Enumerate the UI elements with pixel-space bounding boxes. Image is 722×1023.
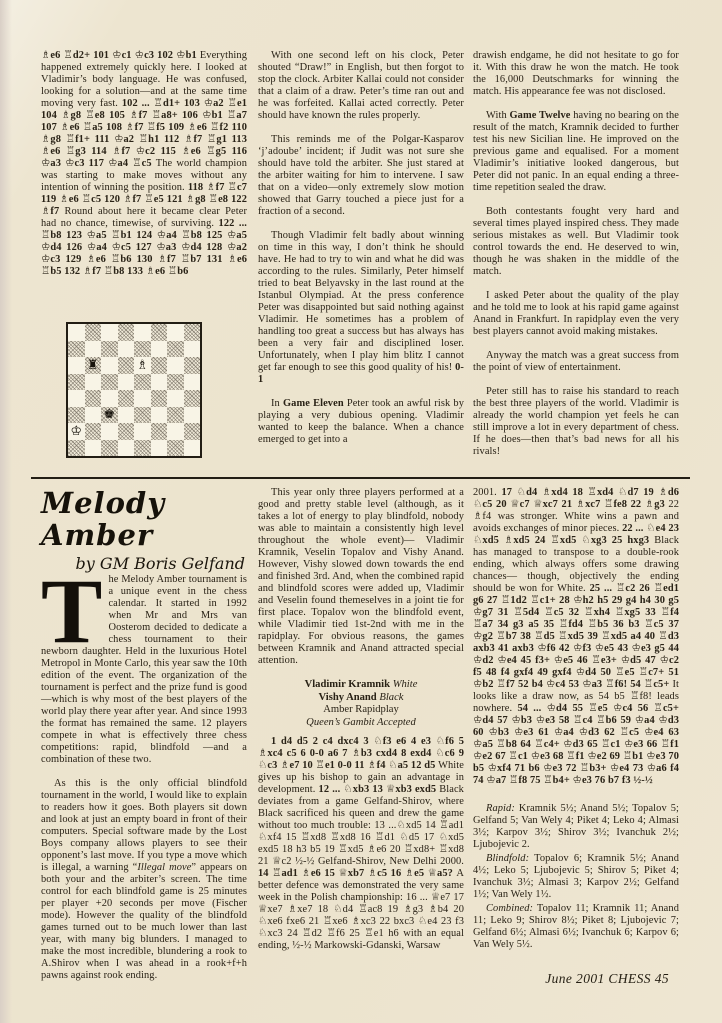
- square-c1: [101, 440, 118, 457]
- article-title: Melody Amber: [41, 486, 166, 552]
- square-b2: [85, 423, 102, 440]
- square-c6: [101, 357, 118, 374]
- black-label: Black: [379, 691, 404, 703]
- chess-board: [66, 322, 202, 458]
- square-h6: [184, 357, 201, 374]
- square-h5: [184, 374, 201, 391]
- paragraph-quality-of-play: I asked Peter about the quality of the play and he told me to look at his rapid game against Anand in Frankfurt. In rapidplay even the very best players cannot avoid making mistakes.: [473, 290, 679, 337]
- paragraph-great-success: Anyway the match was a great success from the point of view of entertainment.: [473, 350, 679, 373]
- square-g1: [167, 440, 184, 457]
- square-f7: [151, 341, 168, 358]
- article-byline: by GM Boris Gelfand: [75, 554, 245, 573]
- square-b4: [85, 390, 102, 407]
- square-b6: [85, 357, 102, 374]
- square-f5: [151, 374, 168, 391]
- square-c2: [101, 423, 118, 440]
- game-moves-part1: 1 d4 d5 2 c4 dxc4 3 ♘f3 e6 4 e3 ♘f6 5 ♗xc4 c5 6 0-0 a6 7 ♗b3 cxd4 8 exd4 ♘c6 9 ♘c3 ♗e7 10 ♖e1 0-0 11 ♗f4 ♘a5 12 d5 White gives up his bishop to gain an advantage in development. 12 ... ♘xb3 13 ♕xb3 exd5 Black deviates from a game Gelfand-Shirov, where Black sacrificed his queen and drew the game without too much trouble: 13 ...♘xd5 14 ♖ad1 ♘xf4 15 ♖xd8 ♖xd8 16 ♖d1 ♘d5 17 ♘xd5 exd5 18 h3 b5 19 ♖xd5 ♗e6 20 ♖xd8+ ♖xd8 21 ♕c2 ½-½ Gelfand-Shirov, New Delhi 2000. 14 ♖ad1 ♗e6 15 ♕xb7 ♗c5 16 ♗e5 ♕a5? A better defence was demonstrated the very same week in the Polish championship: 16 ... ♕e7 17 ♕xe7 ♗xe7 18 ♘d4 ♖ac8 19 ♗g3 ♗b4 20 ♘xe6 fxe6 21 ♖xe6 ♗xc3 22 bxc3 ♘e4 23 f3 ♘xc3 24 ♖d2 ♖f6 25 ♖e1 h6 with an equal ending, ½-½ Markowski-Gdanski, Warsaw: [258, 736, 464, 952]
- square-a2: [68, 423, 85, 440]
- game-event: Amber Rapidplay: [323, 704, 399, 716]
- game-header: [258, 679, 464, 729]
- square-d2: [118, 423, 135, 440]
- results-combined: Combined: Topalov 11; Kramnik 11; Anand 11; Leko 9; Shirov 8½; Piket 8; Ljubojevic 7; Gelfand 6½; Almasi 6½; Ivanchuk 6; Karpov 6; Van Wely 5½.: [473, 903, 679, 950]
- square-h1: [184, 440, 201, 457]
- black-player-name: Vishy Anand: [318, 691, 377, 703]
- results-block: [473, 803, 679, 951]
- paragraph-both-contestants: Both contestants fought very hard and several times played inspired chess. They made serious mistakes as well. But Vladimir took control towards the end. He deserved to win, though he was shaken in the middle of the match.: [473, 206, 679, 277]
- square-h7: [184, 341, 201, 358]
- square-g8: [167, 324, 184, 341]
- paragraph-game-twelve: With Game Twelve having no bearing on the result of the match, Kramnik decided to further test his new Sicilian line. He improved on the previous game and equalised. For a moment Vladimir’s initiative looked dangerous, but Peter did not panic. In an equal ending a three-time repetition sealed the draw.: [473, 110, 679, 193]
- results-blindfold: Blindfold: Topalov 6; Kramnik 5½; Anand 4½; Leko 5; Ljubojevic 5; Shirov 5; Piket 4; Ivanchuk 3½; Almasi 3; Karpov 2½; Gelfand 1½; Van Wely 1½.: [473, 853, 679, 900]
- column-bottom-middle: [258, 487, 464, 952]
- paragraph-draw-claim: With one second left on his clock, Peter shouted “Draw!” in English, but then forgot to stop the clock. Arbiter Kallai could not consider that a claim of a draw. Peter’s time ran out and he was forfeited. Kallai acted correctly. Peter should have known the rules properly.: [258, 50, 464, 121]
- square-d6: [118, 357, 135, 374]
- square-g3: [167, 407, 184, 424]
- square-d4: [118, 390, 135, 407]
- white-label: White: [392, 679, 418, 690]
- game-header-black: [258, 692, 464, 705]
- paragraph-game-eleven: In Game Eleven Peter took an awful risk by playing a very dubious opening. Vladimir wanted to keep the balance. When a chance emerged to get into a: [258, 398, 464, 445]
- square-f8: [151, 324, 168, 341]
- column-top-right: [473, 50, 679, 458]
- square-h8: [184, 324, 201, 341]
- square-h2: [184, 423, 201, 440]
- square-g7: [167, 341, 184, 358]
- square-f2: [151, 423, 168, 440]
- paragraph-winning-on-time: Though Vladimir felt badly about winning on time in this way, I don’t think he should have. He had to try to win and what he did was according to the rules. Similarly, Peter himself tried to beat Belyavsky in the last round at the Istanbul Olympiad. At the press conference Peter was disappointed but said nothing against Vladimir. He sometimes has a problem of handling too great a success but has always has been a very fair and disciplined loser. Unfortunately, when I play him blitz I cannot get far enough to see this good quality of his! 0-1: [258, 230, 464, 385]
- square-a3: [68, 407, 85, 424]
- square-c5: [101, 374, 118, 391]
- game-opening: Queen’s Gambit Accepted: [306, 716, 416, 728]
- square-e8: [134, 324, 151, 341]
- square-a8: [68, 324, 85, 341]
- square-b8: [85, 324, 102, 341]
- square-a5: [68, 374, 85, 391]
- square-d8: [118, 324, 135, 341]
- paragraph-blindfold-explainer: As this is the only official blindfold tournament in the world, I would like to explain to readers how it goes. Both players sit down and look at just an empty board in front of their computers. Special software made by the Lost Boys company allows players to see their opponent’s last move. If you type a move which is illegal, a warning “Illegal move” appears on both your and the arbiter’s screen. The time control for each blindfold game is 25 minutes per player +20 seconds per move (Fischer mode). However the quality of the blindfold games turned out to be much lower than last year, with many big blunders. I managed to make the most incredible, blundering a rook to A.Shirov when I was ahead in a rook+f+h pawns against rook ending.: [41, 778, 247, 981]
- square-d7: [118, 341, 135, 358]
- square-d3: [118, 407, 135, 424]
- game-moves-part2: 2001. 17 ♘d4 ♗xd4 18 ♖xd4 ♘d7 19 ♗d6 ♘c5 20 ♕c7 ♕xc7 21 ♗xc7 ♖fe8 22 ♗g3 22 ♗f4 was stronger. White wins a pawn and avoids exchanges of minor pieces. 22 ... ♘e4 23 ♘xd5 ♗xd5 24 ♖xd5 ♘xg3 25 hxg3 Black has managed to transpose to a double-rook ending, which always offers some drawing chances— though, objectively the ending should be won for White. 25 ... ♖c2 26 ♖ed1 g6 27 ♖1d2 ♖c1+ 28 ♔h2 h5 29 g4 h4 30 g5 ♔g7 31 ♖5d4 ♖c5 32 ♖xh4 ♖xg5 33 ♖f4 ♖a7 34 g3 a5 35 ♖fd4 ♖b5 36 b3 ♖c5 37 ♔g2 ♖b7 38 ♖d5 ♖xd5 39 ♖xd5 a4 40 ♖d3 axb3 41 axb3 ♔f6 42 ♔f3 ♔e5 43 ♔e3 g5 44 ♔d2 ♔e4 45 f3+ ♔e5 46 ♖e3+ ♔d5 47 ♔c2 f5 48 f4 gxf4 49 gxf4 ♔d4 50 ♖e5 ♖c7+ 51 ♔b2 ♖f7 52 b4 ♔c4 53 ♔a3 ♖f6! 54 ♖c5+ It looks like a draw now, as 54 b5 ♖f8! leads nowhere. 54 ... ♔d4 55 ♖e5 ♔c4 56 ♖c5+ ♔d4 57 ♔b3 ♔e3 58 ♖c4 ♖b6 59 ♔a4 ♔d3 60 ♔b3 ♔e3 61 ♔a4 ♔d3 62 ♖c5 ♔e4 63 ♔a5 ♖b8 64 ♖c4+ ♔d3 65 ♖c1 ♔e3 66 ♖f1 ♔e2 67 ♖c1 ♔e3 68 ♖f1 ♔e2 69 ♖b1 ♔e3 70 b5 ♔xf4 71 b6 ♔e3 72 ♖b3+ ♔e4 73 ♔a6 f4 74 ♔a7 ♖f8 75 ♖b4+ ♔e3 76 b7 f3 ½-½: [473, 487, 679, 786]
- black-king-piece: ♚: [103, 407, 116, 423]
- white-player-name: Vladimir Kramnik: [304, 679, 391, 690]
- paragraph-drawish-endgame: drawish endgame, he did not hesitate to go for it. With this draw he won the match. He took the 16,000 Deutschmarks for winning the match. His appearance fee was not disclosed.: [473, 50, 679, 97]
- square-e5: [134, 374, 151, 391]
- column-top-middle: [258, 50, 464, 446]
- square-g6: [167, 357, 184, 374]
- square-b7: [85, 341, 102, 358]
- white-bishop-piece: ♗: [136, 357, 149, 373]
- square-d5: [118, 374, 135, 391]
- square-b1: [85, 440, 102, 457]
- square-e1: [134, 440, 151, 457]
- square-e4: [134, 390, 151, 407]
- square-a1: [68, 440, 85, 457]
- black-rook-piece: ♜: [86, 357, 99, 373]
- square-g2: [167, 423, 184, 440]
- column-bottom-right: [473, 487, 679, 953]
- square-c3: [101, 407, 118, 424]
- square-f6: [151, 357, 168, 374]
- square-b5: [85, 374, 102, 391]
- square-e6: [134, 357, 151, 374]
- game-header-white: [258, 679, 464, 692]
- square-c4: [101, 390, 118, 407]
- column-bottom-left: [41, 487, 247, 982]
- game-ten-continuation-text: ♗e6 ♖d2+ 101 ♔c1 ♔c3 102 ♔b1 Everything happened extremely quickly here. I looked at Vladimir’s body language. He was confused, looking for a solution—and at the same time moving very fast. 102 ... ♖d1+ 103 ♔a2 ♖e1 104 ♗g8 ♖e8 105 ♗f7 ♖a8+ 106 ♔b1 ♖a7 107 ♗e6 ♖a5 108 ♗f7 ♖f5 109 ♗e6 ♖f2 110 ♗g8 ♖f1+ 111 ♔a2 ♖h1 112 ♗f7 ♖g1 113 ♗e6 ♖g3 114 ♗f7 ♔c2 115 ♗e6 ♖g5 116 ♔a3 ♔c3 117 ♔a4 ♖c5 The world champion was starting to make moves without any intention of winning the position. 118 ♗f7 ♖c7 119 ♗e6 ♖c5 120 ♗f7 ♖e5 121 ♗g8 ♖e8 122 ♗f7 Round about here it became clear Peter had no chance, timewise, of surviving. 122 ... ♖b8 123 ♔a5 ♖b1 124 ♔a4 ♖b8 125 ♔a5 ♔d4 126 ♔a4 ♔c5 127 ♔a3 ♔d4 128 ♔a2 ♔c3 129 ♗e6 ♖b6 130 ♗f7 ♖b7 131 ♗e6 ♖b5 132 ♗f7 ♖b8 133 ♗e6 ♖b6: [41, 50, 248, 277]
- square-f1: [151, 440, 168, 457]
- square-d1: [118, 440, 135, 457]
- square-g4: [167, 390, 184, 407]
- tournament-intro-text: he Melody Amber tournament is a unique event in the chess calendar. It started in 1992 when Mr and Mrs van Oosterom decided to dedicate a chess tournament to their newborn daughter. Held in the luxurious Hotel Metropol in Monte Carlo, this year saw the 10th edition of the event. The organization of the tournament is perfect and the prize fund is good—which is why most of the best players of the world play there year after year. And since 1993 the format has remained the same. 12 players compete in what is effectively three chess competitions: rapid, blindfold —and a combination of these two.: [41, 574, 247, 765]
- paragraph-jadoube-incident: This reminds me of the Polgar-Kasparov ‘j’adoube’ incident; if Judit was not sure she should have told the arbiter. She just stared at the arbiter waiting for him to intervene. I saw that on a video—only extremely slow motion showed that Garry touched a piece just for a fraction of a second.: [258, 134, 464, 217]
- square-c8: [101, 324, 118, 341]
- page-footer: June 2001 CHESS 45: [545, 971, 669, 986]
- square-h4: [184, 390, 201, 407]
- paragraph-three-players: This year only three players performed at a good and pretty stable level (although, as it takes a lot of energy to play blindfold, nobody was able to maintain a consistently high level throughout the whole event)— Vladimir Kramnik, Veselin Topalov and Vishy Anand. However, Vishy slowed down towards the end and finished 3rd. And, when the combined rapid and blindfold scores were added up, Vladimir and Veselin found themeselves in a joint tie for first place. Topalov won the blindfold event, while Vladimir tied 1st-2nd with me in the rapidplay. For obvious reasons, the games between Kramnik and Anand attracted special attention.: [258, 487, 464, 666]
- column-top-left: [41, 50, 247, 278]
- results-rapid: Rapid: Kramnik 5½; Anand 5½; Topalov 5; Gelfand 5; Van Wely 4; Piket 4; Leko 4; Almasi 3½; Karpov 3½; Shirov 3½; Ivanchuk 2½; Ljubojevic 2.: [473, 803, 679, 850]
- square-h3: [184, 407, 201, 424]
- paragraph-peter-standard: Peter still has to raise his standard to reach the best three players of the world. Vladimir is already the world champion yet feels he can still improve a lot in every department of chess. If he does—then that’s bad news for all his rivals!: [473, 386, 679, 457]
- square-e2: [134, 423, 151, 440]
- square-f3: [151, 407, 168, 424]
- square-g5: [167, 374, 184, 391]
- square-a7: [68, 341, 85, 358]
- square-f4: [151, 390, 168, 407]
- square-a6: [68, 357, 85, 374]
- white-king-piece: ♔: [70, 423, 83, 439]
- square-a4: [68, 390, 85, 407]
- square-b3: [85, 407, 102, 424]
- scan-edge-shading: [0, 0, 12, 1023]
- section-divider-rule: [31, 477, 690, 479]
- square-e7: [134, 341, 151, 358]
- square-c7: [101, 341, 118, 358]
- drop-cap: T: [41, 560, 103, 662]
- square-e3: [134, 407, 151, 424]
